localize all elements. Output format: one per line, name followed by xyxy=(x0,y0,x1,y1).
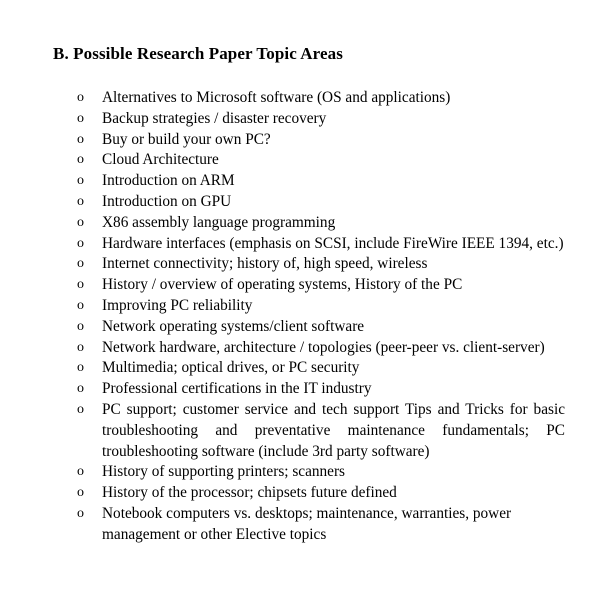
topic-text: PC support; customer service and tech support Tips and Tricks for basic troubleshooting and preventative maintenance fundamentals; PC troubleshooting software (include 3rd party software) xyxy=(102,400,565,460)
topic-text: X86 assembly language programming xyxy=(102,213,336,231)
list-item xyxy=(0,254,565,275)
bullet-icon: o xyxy=(77,360,84,376)
topic-text: Network hardware, architecture / topologies (peer-peer vs. client-server) xyxy=(102,338,545,356)
list-item xyxy=(0,317,565,338)
topic-text: Multimedia; optical drives, or PC security xyxy=(102,359,360,377)
bullet-icon: o xyxy=(77,505,84,521)
list-item xyxy=(0,150,565,171)
list-item xyxy=(0,234,565,255)
list-item xyxy=(0,338,565,359)
section-heading: B. Possible Research Paper Topic Areas xyxy=(53,44,343,63)
topic-text: Notebook computers vs. desktops; maintenance, warranties, power management or other Elective topics xyxy=(102,504,512,543)
topic-text: Backup strategies / disaster recovery xyxy=(102,109,327,127)
bullet-icon: o xyxy=(77,173,84,189)
list-item xyxy=(0,400,565,462)
topic-text: Professional certifications in the IT industry xyxy=(102,380,372,398)
bullet-icon: o xyxy=(77,256,84,272)
bullet-icon: o xyxy=(77,235,84,251)
bullet-icon: o xyxy=(77,339,84,355)
topic-text: Introduction on ARM xyxy=(102,172,235,190)
bullet-icon: o xyxy=(77,214,84,230)
topic-text: History of the processor; chipsets future defined xyxy=(102,484,397,502)
topic-text: Improving PC reliability xyxy=(102,296,253,314)
bullet-icon: o xyxy=(77,318,84,334)
topic-text: Cloud Architecture xyxy=(102,151,219,169)
bullet-icon: o xyxy=(77,277,84,293)
bullet-icon: o xyxy=(77,110,84,126)
topic-text: Internet connectivity; history of, high speed, wireless xyxy=(102,255,428,273)
list-item xyxy=(0,296,565,317)
bullet-icon: o xyxy=(77,152,84,168)
topic-text: Hardware interfaces (emphasis on SCSI, include FireWire IEEE 1394, etc.) xyxy=(102,234,564,252)
topic-list xyxy=(0,88,607,546)
list-item xyxy=(0,213,565,234)
topic-text: History of supporting printers; scanners xyxy=(102,463,346,481)
bullet-icon: o xyxy=(77,485,84,501)
bullet-icon: o xyxy=(77,193,84,209)
bullet-icon: o xyxy=(77,297,84,313)
bullet-icon: o xyxy=(77,401,84,417)
list-item xyxy=(0,171,565,192)
list-item xyxy=(0,192,565,213)
topic-text: Buy or build your own PC? xyxy=(102,130,271,148)
bullet-icon: o xyxy=(77,131,84,147)
bullet-icon: o xyxy=(77,381,84,397)
list-item xyxy=(0,462,565,483)
list-item xyxy=(0,483,565,504)
list-item xyxy=(0,275,565,296)
list-item xyxy=(0,88,565,109)
list-item xyxy=(0,504,565,546)
topic-text: Network operating systems/client software xyxy=(102,317,365,335)
list-item xyxy=(0,109,565,130)
topic-text: History / overview of operating systems, History of the PC xyxy=(102,276,463,294)
topic-text: Alternatives to Microsoft software (OS and applications) xyxy=(102,89,451,106)
bullet-icon: o xyxy=(77,464,84,480)
list-item xyxy=(0,358,565,379)
topic-text: Introduction on GPU xyxy=(102,192,232,210)
list-item xyxy=(0,379,565,400)
list-item xyxy=(0,130,565,151)
bullet-icon: o xyxy=(77,90,84,105)
